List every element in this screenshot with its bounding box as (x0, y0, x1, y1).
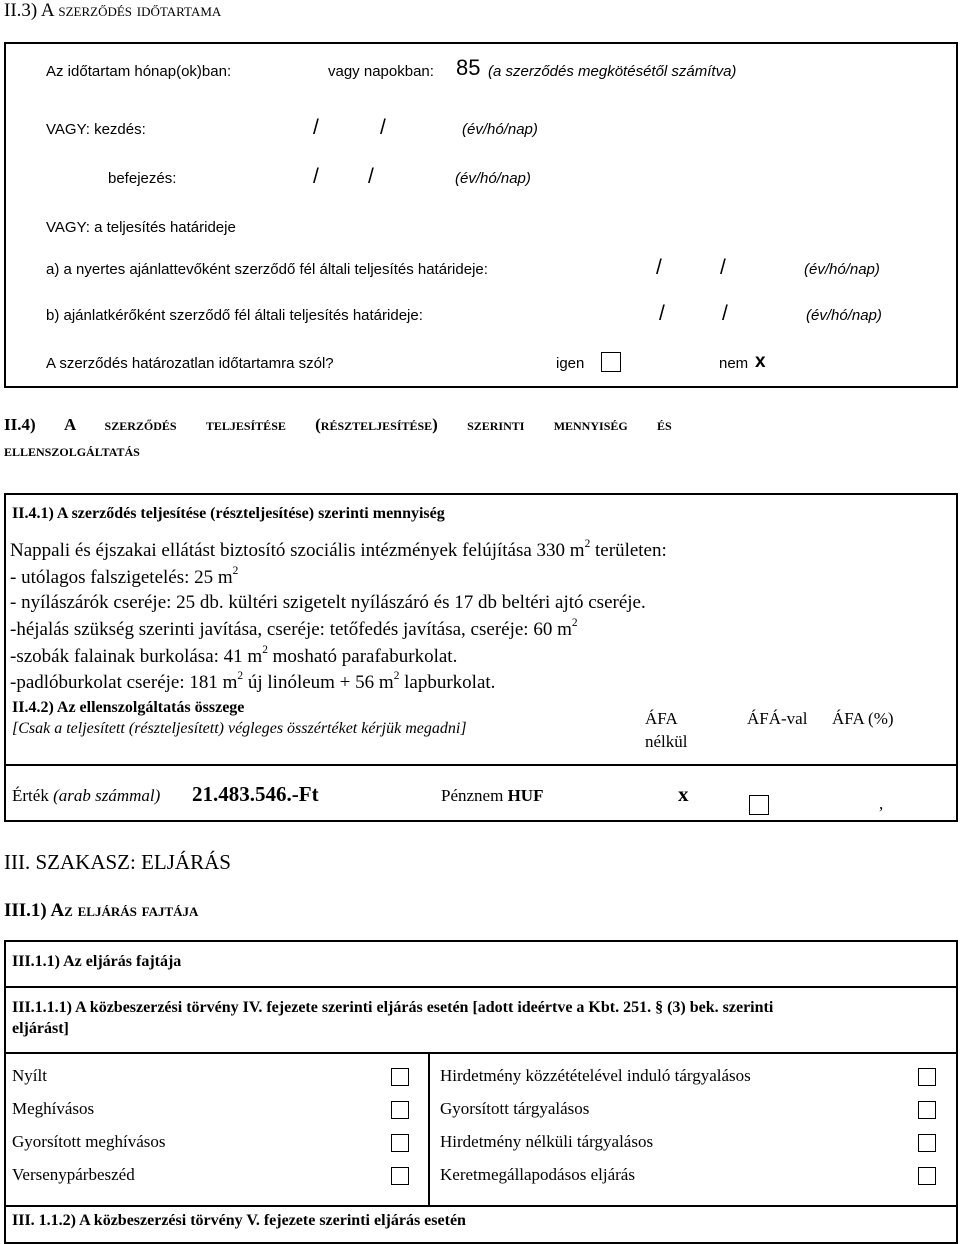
a-slash-1: / (656, 256, 662, 279)
iii11-heading: III.1.1) Az eljárás fajtája (12, 953, 182, 970)
procedure-column-divider (428, 1052, 430, 1207)
option-accelerated-negotiated-label: Gyorsított tárgyalásos (440, 1099, 590, 1118)
end-slash-2: / (368, 165, 374, 188)
option-framework-label: Keretmegállapodásos eljárás (440, 1165, 635, 1184)
b-ymd: (év/hó/nap) (806, 307, 882, 324)
col-afa-with: ÁFÁ-val (747, 709, 808, 728)
no-label: nem (719, 355, 749, 372)
ii4-heading-line2: ellenszolgáltatás (4, 441, 140, 460)
procedure-divider-2 (4, 1052, 958, 1054)
end-slash-1: / (313, 165, 319, 188)
net-mark: x (678, 782, 689, 806)
start-label: VAGY: kezdés: (46, 121, 146, 138)
deadline-a-label: a) a nyertes ajánlattevőként szerződő fél általi teljesítés határideje: (46, 261, 488, 278)
yes-label: igen (556, 355, 585, 372)
yes-checkbox[interactable] (601, 352, 621, 372)
iii111-heading-2: eljárást] (12, 1020, 69, 1037)
end-ymd: (év/hó/nap) (455, 170, 531, 187)
option-negotiated-published-checkbox[interactable] (918, 1068, 936, 1086)
duration-box (4, 42, 958, 388)
iii112-heading: III. 1.1.2) A közbeszerzési törvény V. fejezete szerinti eljárás esetén (12, 1212, 466, 1229)
col-afa-percent: ÁFA (%) (832, 709, 894, 728)
vat-checkbox[interactable] (749, 795, 769, 815)
indefinite-question: A szerződés határozatlan időtartamra szól? (46, 355, 334, 372)
b-slash-2: / (722, 302, 728, 325)
no-mark: x (755, 351, 766, 372)
option-accelerated-restricted-checkbox[interactable] (391, 1134, 409, 1152)
option-open-label: Nyílt (12, 1066, 47, 1085)
a-slash-2: / (720, 256, 726, 279)
option-competitive-dialogue-label: Versenypárbeszéd (12, 1165, 135, 1184)
start-slash-1: / (313, 116, 319, 139)
qty-line-1: Nappali és éjszakai ellátást biztosító szociális intézmények felújítása 330 $m^2$ területen: (10, 538, 667, 561)
days-value: 85 (456, 55, 481, 80)
ii42-heading: II.4.2) Az ellenszolgáltatás összege (12, 699, 245, 716)
contract-value: 21.483.546.-Ft (192, 782, 319, 806)
currency-row: Pénznem HUF (441, 786, 544, 805)
end-label: befejezés: (108, 170, 177, 187)
option-framework-checkbox[interactable] (918, 1167, 936, 1185)
a-ymd: (év/hó/nap) (804, 261, 880, 278)
procedure-divider-1 (4, 986, 958, 988)
section-iii-title: III. SZAKASZ: ELJÁRÁS (4, 850, 231, 874)
days-note: (a szerződés megkötésétől számítva) (488, 63, 737, 80)
option-accelerated-negotiated-checkbox[interactable] (918, 1101, 936, 1119)
option-negotiated-unpublished-checkbox[interactable] (918, 1134, 936, 1152)
ii4-heading-line1: II.4) A szerződés teljesítése (részteljesítése) szerinti mennyiség és (4, 415, 672, 434)
deadline-b-label: b) ajánlatkérőként szerződő fél általi teljesítés határideje: (46, 307, 423, 324)
qty-line-5: -szobák falainak burkolása: 41 $m^2$ mosható parafaburkolat. (10, 644, 458, 667)
start-slash-2: / (380, 116, 386, 139)
ii42-note: [Csak a teljesített (részteljesített) végleges összértéket kérjük megadni] (12, 720, 467, 737)
deadline-label: VAGY: a teljesítés határideje (46, 219, 236, 236)
value-divider (4, 764, 958, 766)
section-heading-ii4 (4, 415, 910, 435)
qty-line-3: - nyílászárók cseréje: 25 db. kültéri szigetelt nyílászáró és 17 db beltéri ajtó cseréje. (10, 592, 646, 613)
procedure-divider-3 (4, 1205, 958, 1207)
value-row: Érték (arab számmal) (12, 786, 161, 805)
or-days-label: vagy napokban: (328, 63, 434, 80)
col-afa-without-1: ÁFA (645, 709, 678, 728)
option-negotiated-published-label: Hirdetmény közzétételével induló tárgyalásos (440, 1066, 751, 1085)
option-restricted-label: Meghívásos (12, 1099, 95, 1118)
iii1-heading: III.1) Az eljárás fajtája (4, 900, 199, 921)
col-afa-without-2: nélkül (645, 732, 688, 751)
qty-line-2: - utólagos falszigetelés: 25 $m^2$ (10, 565, 239, 588)
option-negotiated-unpublished-label: Hirdetmény nélküli tárgyalásos (440, 1132, 654, 1151)
option-accelerated-restricted-label: Gyorsított meghívásos (12, 1132, 166, 1151)
months-label: Az időtartam hónap(ok)ban: (46, 63, 232, 80)
option-restricted-checkbox[interactable] (391, 1101, 409, 1119)
section-heading-ii3: II.3) A szerződés időtartama (4, 0, 222, 21)
qty-line-6: -padlóburkolat cseréje: 181 $m^2$ új linóleum + 56 $m^2$ lapburkolat. (10, 670, 496, 693)
ii41-heading: II.4.1) A szerződés teljesítése (részteljesítése) szerinti mennyiség (12, 505, 445, 522)
qty-line-4: -héjalás szükség szerinti javítása, cseréje: tetőfedés javítása, cseréje: 60 $m^2$ (10, 617, 578, 640)
option-competitive-dialogue-checkbox[interactable] (391, 1167, 409, 1185)
vat-percent-comma: , (879, 794, 884, 813)
option-open-checkbox[interactable] (391, 1068, 409, 1086)
b-slash-1: / (659, 302, 665, 325)
start-ymd: (év/hó/nap) (462, 121, 538, 138)
iii111-heading-1: III.1.1.1) A közbeszerzési törvény IV. fejezete szerinti eljárás esetén [adott ideértve a Kbt. 251. § (3) bek. szerinti (12, 999, 774, 1016)
